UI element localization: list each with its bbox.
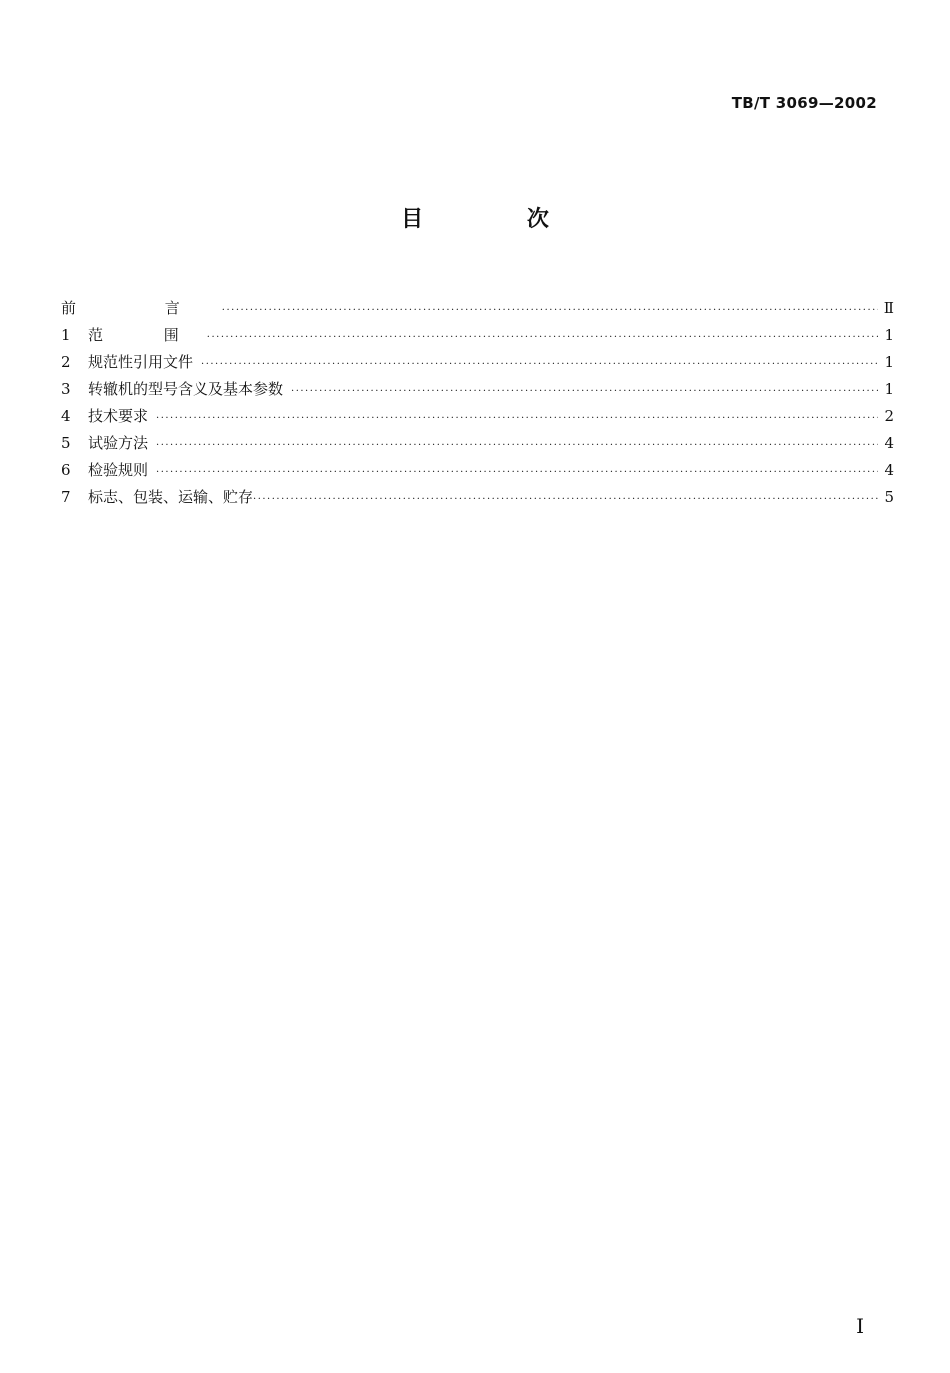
- toc-entry-2[interactable]: [61, 351, 894, 378]
- toc-entry-number: 5: [61, 434, 71, 452]
- toc-entry-number: 4: [61, 407, 71, 425]
- toc-dot-leader: [156, 413, 878, 424]
- toc-entry-label: 检验规则: [88, 461, 149, 479]
- toc-entry-label: 标志、包装、运输、贮存: [88, 488, 254, 506]
- toc-entry-4[interactable]: [61, 405, 894, 432]
- toc-entry-label: 前 言: [61, 299, 222, 317]
- toc-dot-leader: [201, 359, 878, 370]
- table-of-contents: [61, 297, 894, 513]
- page-title: 目 次: [401, 207, 597, 232]
- toc-dot-leader: [156, 440, 878, 451]
- toc-entry-number: 3: [61, 380, 71, 398]
- toc-entry-page: Ⅱ: [883, 299, 894, 317]
- toc-entry-number: 2: [61, 353, 71, 371]
- toc-entry-page: 4: [884, 434, 894, 452]
- toc-dot-leader: [291, 386, 878, 397]
- toc-dot-leader: [207, 332, 878, 343]
- toc-entry-foreword[interactable]: [61, 297, 894, 324]
- page-number: I: [856, 1314, 864, 1338]
- toc-entry-7[interactable]: [61, 486, 894, 513]
- toc-entry-page: 2: [884, 407, 894, 425]
- toc-entry-label: 试验方法: [88, 434, 149, 452]
- toc-entry-label: 技术要求: [88, 407, 149, 425]
- toc-entry-page: 4: [884, 461, 894, 479]
- toc-dot-leader: [156, 467, 878, 478]
- toc-entry-page: 1: [884, 353, 894, 371]
- toc-entry-number: 7: [61, 488, 71, 506]
- toc-entry-5[interactable]: [61, 432, 894, 459]
- toc-dot-leader: [253, 494, 878, 505]
- standard-code: TB/T 3069—2002: [731, 94, 877, 112]
- toc-entry-page: 5: [884, 488, 894, 506]
- toc-entry-6[interactable]: [61, 459, 894, 486]
- toc-entry-number: 6: [61, 461, 71, 479]
- toc-entry-page: 1: [884, 380, 894, 398]
- toc-entry-3[interactable]: [61, 378, 894, 405]
- toc-entry-label: 范 围: [88, 326, 207, 344]
- toc-entry-label: 规范性引用文件: [88, 353, 194, 371]
- toc-entry-page: 1: [884, 326, 894, 344]
- toc-entry-1[interactable]: [61, 324, 894, 351]
- toc-entry-number: 1: [61, 326, 71, 344]
- toc-entry-label: 转辙机的型号含义及基本参数: [88, 380, 284, 398]
- toc-dot-leader: [222, 305, 878, 316]
